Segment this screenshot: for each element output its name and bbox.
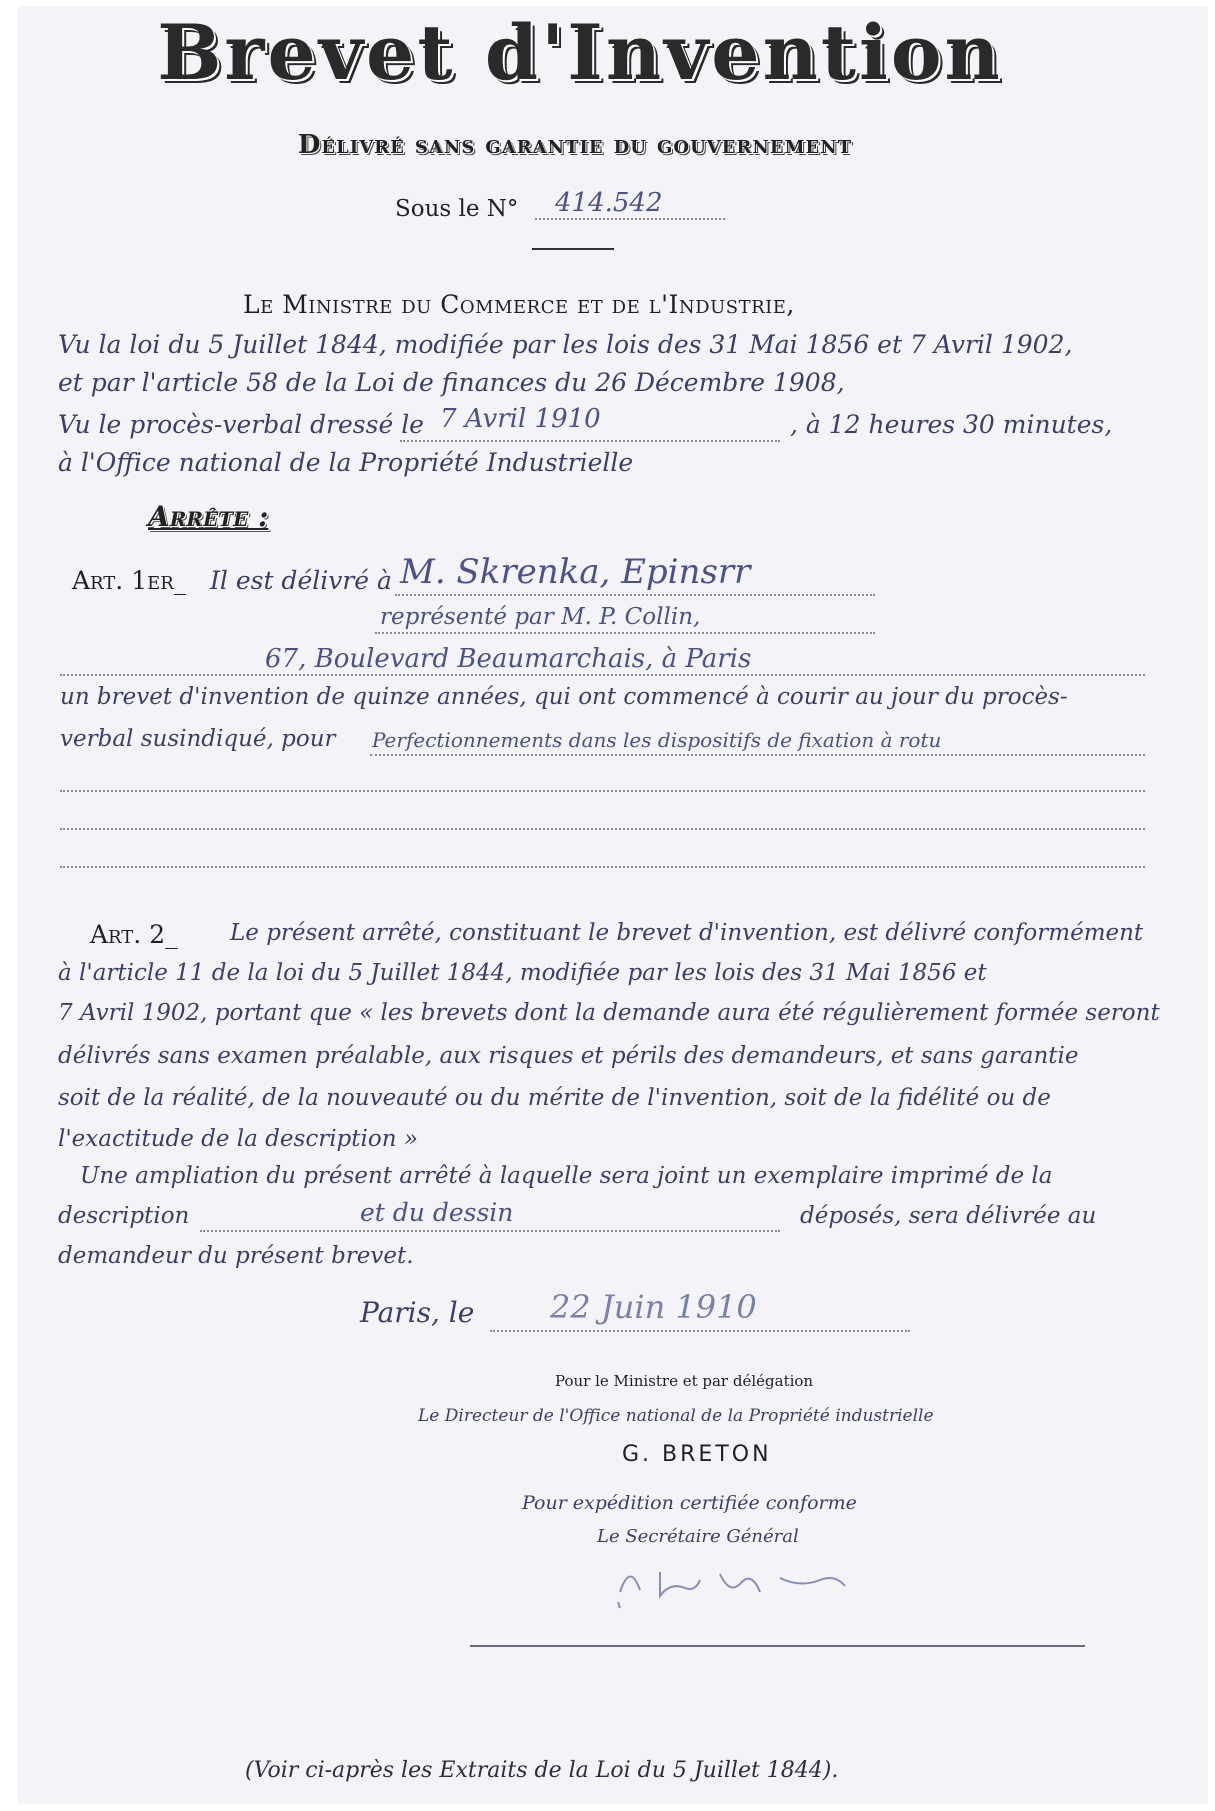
art2-line-8a: description bbox=[58, 1203, 190, 1229]
art1-text-2: verbal susindiqué, pour bbox=[60, 726, 336, 752]
patent-number-label: Sous le N° bbox=[395, 196, 519, 222]
preamble-line-4: à l'Office national de la Propriété Industrielle bbox=[58, 448, 634, 477]
art2-line-4: délivrés sans examen préalable, aux risques et périls des demandeurs, et sans garantie bbox=[58, 1043, 1079, 1069]
issue-date: 22 Juin 1910 bbox=[550, 1288, 757, 1326]
separator-rule bbox=[532, 248, 614, 250]
art1-label: Art. 1er_ bbox=[72, 566, 187, 595]
bottom-rule bbox=[470, 1645, 1085, 1647]
art1-intro: Il est délivré à bbox=[210, 566, 392, 595]
signature-line-2: Le Directeur de l'Office national de la Propriété industrielle bbox=[418, 1406, 934, 1426]
place-label: Paris, le bbox=[360, 1296, 475, 1329]
footer-note: (Voir ci-après les Extraits de la Loi du 5 Juillet 1844). bbox=[245, 1758, 839, 1783]
minister-heading: Le Ministre du Commerce et de l'Industrie, bbox=[243, 290, 795, 319]
invention-subject: Perfectionnements dans les dispositifs de fixation à rotu bbox=[372, 728, 942, 752]
preamble-line-3a: Vu le procès-verbal dressé le bbox=[58, 410, 424, 439]
blank-line-2 bbox=[60, 828, 1145, 830]
patent-number-line bbox=[535, 218, 725, 220]
applicant-address: 67, Boulevard Beaumarchais, à Paris bbox=[265, 644, 752, 674]
signature-line-4: Le Secrétaire Général bbox=[597, 1526, 799, 1547]
arrete-heading: Arrête : bbox=[148, 500, 269, 533]
patent-number-value: 414.542 bbox=[555, 188, 663, 218]
represented-line bbox=[375, 632, 875, 634]
preamble-line-1: Vu la loi du 5 Juillet 1844, modifiée par les lois des 31 Mai 1856 et 7 Avril 1902, bbox=[58, 330, 1073, 359]
preamble-line-3b: , à 12 heures 30 minutes, bbox=[790, 410, 1113, 439]
issue-date-line bbox=[490, 1330, 910, 1332]
date-line bbox=[400, 440, 780, 442]
applicant-line bbox=[395, 594, 875, 596]
description-fill: et du dessin bbox=[360, 1198, 514, 1227]
signature-line-3: Pour expédition certifiée conforme bbox=[522, 1492, 857, 1514]
applicant-name: M. Skrenka, Epinsrr bbox=[400, 552, 751, 592]
art2-line-3: 7 Avril 1902, portant que « les brevets dont la demande aura été régulièrement formée seront bbox=[58, 1000, 1160, 1026]
art2-line-9: demandeur du présent brevet. bbox=[58, 1243, 414, 1269]
handwritten-signature bbox=[600, 1552, 860, 1612]
signatory-name: G. BRETON bbox=[622, 1442, 772, 1467]
document-title: Brevet d'Invention bbox=[157, 8, 1003, 97]
proces-verbal-date: 7 Avril 1910 bbox=[440, 404, 601, 434]
art2-label: Art. 2_ bbox=[90, 920, 178, 949]
art2-line-2: à l'article 11 de la loi du 5 Juillet 1844, modifiée par les lois des 31 Mai 1856 et bbox=[58, 960, 987, 986]
art1-text-1: un brevet d'invention de quinze années, qui ont commencé à courir au jour du procès- bbox=[60, 684, 1068, 710]
art2-line-6: l'exactitude de la description » bbox=[58, 1126, 418, 1152]
art2-line-7: Une ampliation du présent arrêté à laquelle sera joint un exemplaire imprimé de la bbox=[80, 1163, 1053, 1189]
subject-line bbox=[370, 754, 1145, 756]
represented-by: représenté par M. P. Collin, bbox=[380, 604, 701, 630]
description-fill-line bbox=[200, 1230, 780, 1232]
preamble-line-2: et par l'article 58 de la Loi de finances du 26 Décembre 1908, bbox=[58, 368, 845, 397]
blank-line-3 bbox=[60, 866, 1145, 868]
signature-line-1: Pour le Ministre et par délégation bbox=[555, 1372, 814, 1390]
art2-line-5: soit de la réalité, de la nouveauté ou du mérite de l'invention, soit de la fidélité ou de bbox=[58, 1085, 1051, 1111]
art2-line-1: Le présent arrêté, constituant le brevet d'invention, est délivré conformément bbox=[230, 920, 1144, 946]
address-line bbox=[60, 674, 1145, 676]
blank-line-1 bbox=[60, 790, 1145, 792]
document-subtitle: Délivré sans garantie du gouvernement bbox=[297, 130, 853, 160]
art2-line-8b: déposés, sera délivrée au bbox=[800, 1203, 1097, 1229]
